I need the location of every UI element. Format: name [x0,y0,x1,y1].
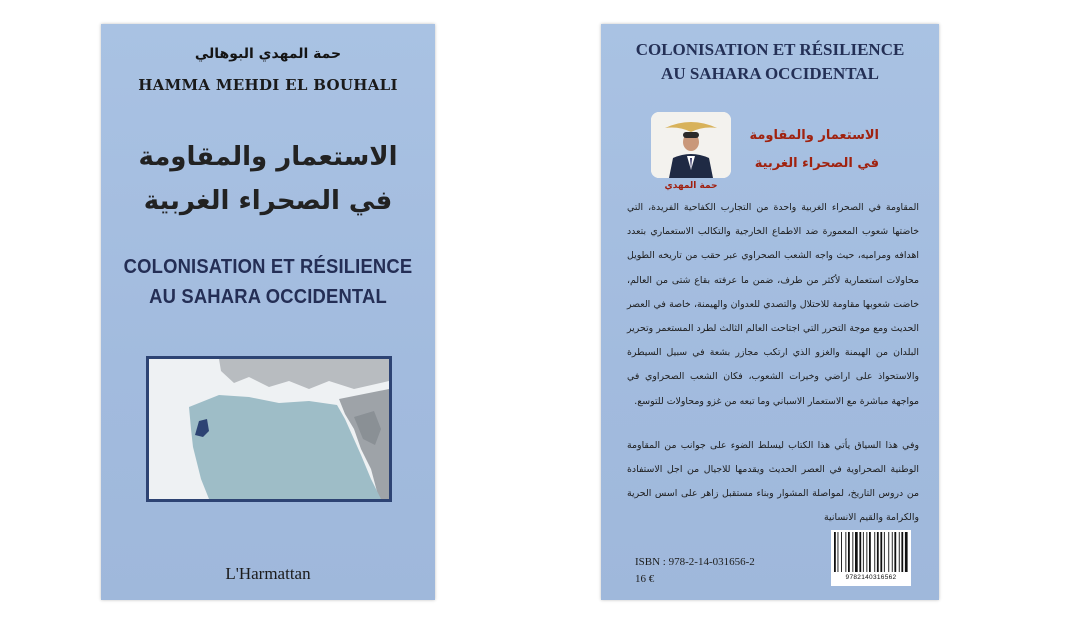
description-paragraph: المقاومة في الصحراء الغربية واحدة من التجارب الكفاحية الفريدة، التي خاضتها شعوب المعمورة ضد الاطماع الخارجية والتكالب الاستعماري بتعدد اهدافه ومراميه، حيث واجه الشعب الصحراوي عبر حقب من تاريخه الطويل محاولات استعمارية لأكثر من طرف، ضمن ما عرفته بقاع شتى من العالم، خاضت شعوبها مقاومة للاحتلال والتصدي للعدوان والهيمنة، خاصة في العصر الحديث ومع موجة التحرر التي اجتاحت العالم الثالث لطرد المستعمر وتحرير البلدان من الهيمنة والغزو الذي ارتكب مجازر بشعة في سبيل السيطرة والاستحواذ على اراضي وخيرات الشعوب، فكان الشعب الصحراوي في مواجهة مباشرة مع الاستعمار الاسباني وما تبعه من غزو ومحاولات للتوسع. [627,202,919,407]
author-name-latin: HAMMA MEHDI EL BOUHALI [138,76,398,94]
back-arabic-title-line1: الاستعمار والمقاومة [749,128,879,143]
back-title-line2: AU SAHARA OCCIDENTAL [661,64,879,83]
publisher-logo [101,564,435,584]
price: 16 € [635,573,655,585]
author-photo [651,112,731,178]
back-title-line1: COLONISATION ET RÉSILIENCE [635,40,905,59]
title-arabic-line2: في الصحراء الغربية [143,186,393,216]
author-name-arabic: حمة المهدي البوهالي [194,46,342,62]
barcode [831,530,911,586]
photo-caption: حمة المهدي [664,181,718,191]
isbn: ISBN : 978-2-14-031656-2 [635,556,755,568]
title-french-line2: AU SAHARA OCCIDENTAL [149,286,387,308]
back-cover [601,24,939,600]
title-arabic-line1: الاستعمار والمقاومة [138,142,398,172]
description-paragraph: وفي هذا السياق يأتي هذا الكتاب ليسلط الضوء على جوانب من المقاومة الوطنية الصحراوية في العصر الحديث ويقدمها للاجيال من اجل الاستفادة من دروس التاريخ، لمواصلة المشوار وبناء مستقبل زاهر على اسس الحرية والكرامة والقيم الانسانية [627,439,919,524]
back-arabic-title-line2: في الصحراء الغربية [754,156,879,171]
front-cover [101,24,435,600]
back-description [627,196,919,551]
publisher-name: L'Harmattan [225,564,311,583]
barcode-number: 9782140316562 [845,574,897,581]
map-icon [146,356,392,502]
barcode-bars [831,530,911,574]
title-french-line1: COLONISATION ET RÉSILIENCE [123,256,413,278]
